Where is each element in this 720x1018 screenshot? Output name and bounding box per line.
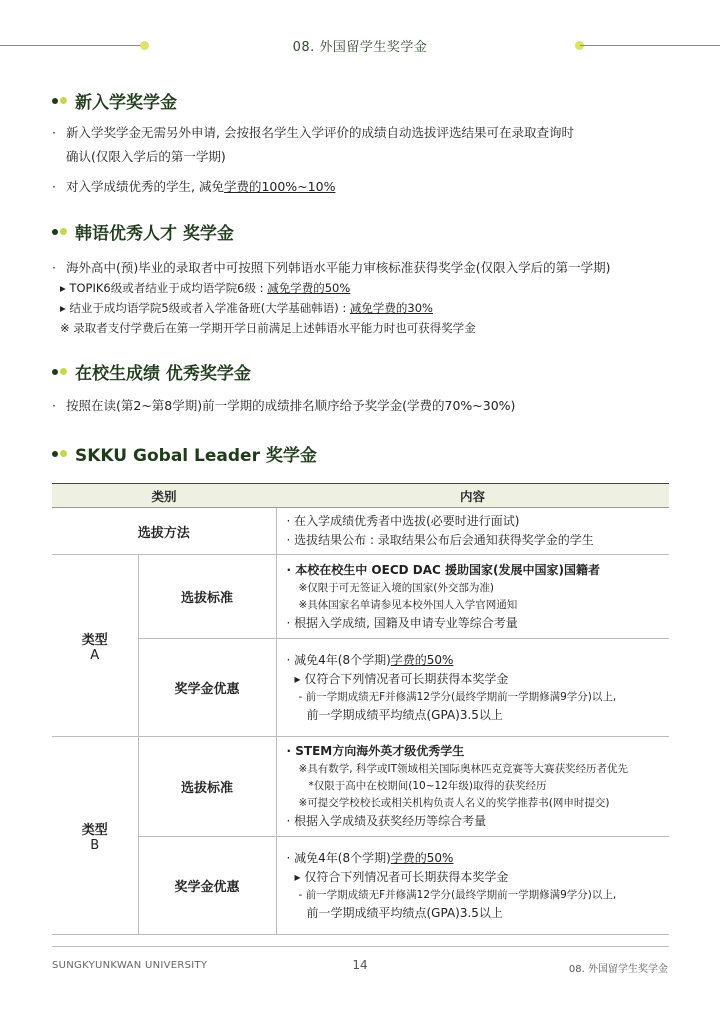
typeB-benefit-label: 奖学金优惠 [138,837,276,935]
section-bullet-icon [52,368,67,375]
page-number: 14 [352,958,368,972]
section-title-global-leader: SKKU Gobal Leader 奖学金 [52,441,317,466]
section-title-enrolled-student: 在校生成绩 优秀奖学金 [52,359,251,384]
footer-university: SUNGKYUNKWAN UNIVERSITY [52,960,208,971]
typeA-benefit-label: 奖学金优惠 [138,639,276,737]
section-title-new-student: 新入学奖学金 [52,88,177,113]
typeA-label: 类型 A [52,555,138,737]
typeA-criteria-label: 选拔标准 [138,555,276,639]
table-header-row [52,484,669,508]
method-content: · 在入学成绩优秀者中选拔(必要时进行面试) · 选拔结果公布 : 录取结果公布后会通知获得奖学金的学生 [276,508,669,555]
table-row-typeB-criteria [52,737,669,837]
table-row-typeB-benefit [52,837,669,935]
section-bullet-icon [52,97,67,104]
table-header-category: 类别 [52,484,276,508]
typeB-criteria-label: 选拔标准 [138,737,276,837]
typeA-benefit-content: · 减免4年(8个学期)学费的50% ▸ 仅符合下列情况者可长期获得本奖学金 - 前一学期成绩无F并修满12学分(最终学期前一学期修满9学分)以上, 前一学期成绩平均绩点(GPA)3.5以上 [276,639,669,737]
korean-talent-criteria: ▸ TOPIK6级或者结业于成均语学院6级 : 减免学费的50% ▸ 结业于成均语学院5级或者入学准备班(大学基础韩语) : 减免学费的30% ※ 录取者支付学费后在第一学期开学日前满足上述韩语水平能力时也可获得奖学金 [60,281,476,335]
table-row-typeA-criteria [52,555,669,639]
section-bullet-icon [52,450,67,457]
section-bullet-icon [52,228,67,235]
method-label: 选拔方法 [52,508,276,555]
typeB-benefit-content: · 减免4年(8个学期)学费的50% ▸ 仅符合下列情况者可长期获得本奖学金 - 前一学期成绩无F并修满12学分(最终学期前一学期修满9学分)以上, 前一学期成绩平均绩点(GPA)3.5以上 [276,837,669,935]
table-row-typeA-benefit [52,639,669,737]
header-title: 08. 外国留学生奖学金 [292,40,428,55]
footer-chapter: 08. 外国留学生奖学金 [568,964,668,975]
typeB-criteria-content: · STEM方向海外英才级优秀学生 ※具有数学, 科学或IT领域相关国际奥林匹克竞赛等大赛获奖经历者优先 *仅限于高中在校期间(10~12年级)取得的获奖经历 ※可提交学校校长或相关机构负责人名义的奖学推荐书(网申时提交) · 根据入学成绩及获奖经历等综合考量 [276,737,669,837]
table-header-content: 内容 [276,484,669,508]
header-rule-right [580,45,720,46]
typeB-label: 类型 B [52,737,138,935]
typeA-criteria-content: · 本校在校生中 OECD DAC 援助国家(发展中国家)国籍者 ※仅限于可无签证入境的国家(外交部为准) ※具体国家名单请参见本校外国人入学官网通知 · 根据入学成绩, 国籍及申请专业等综合考量 [276,555,669,639]
global-leader-table [52,483,669,935]
new-student-paragraph: · 新入学奖学金无需另外申请, 会按报名学生入学评价的成绩自动选拔评选结果可在录取查询时 确认(仅限入学后的第一学期) · 对入学成绩优秀的学生, 减免学费的100%~10% [52,125,574,194]
korean-talent-paragraph: · 海外高中(预)毕业的录取者中可按照下列韩语水平能力审核标准获得奖学金(仅限入学后的第一学期) [52,260,611,275]
footer-rule [52,946,669,947]
enrolled-student-paragraph: · 按照在读(第2~第8学期)前一学期的成绩排名顺序给予奖学金(学费的70%~30%) [52,398,516,413]
section-title-korean-talent: 韩语优秀人才 奖学金 [52,219,234,244]
table-row-method [52,508,669,555]
